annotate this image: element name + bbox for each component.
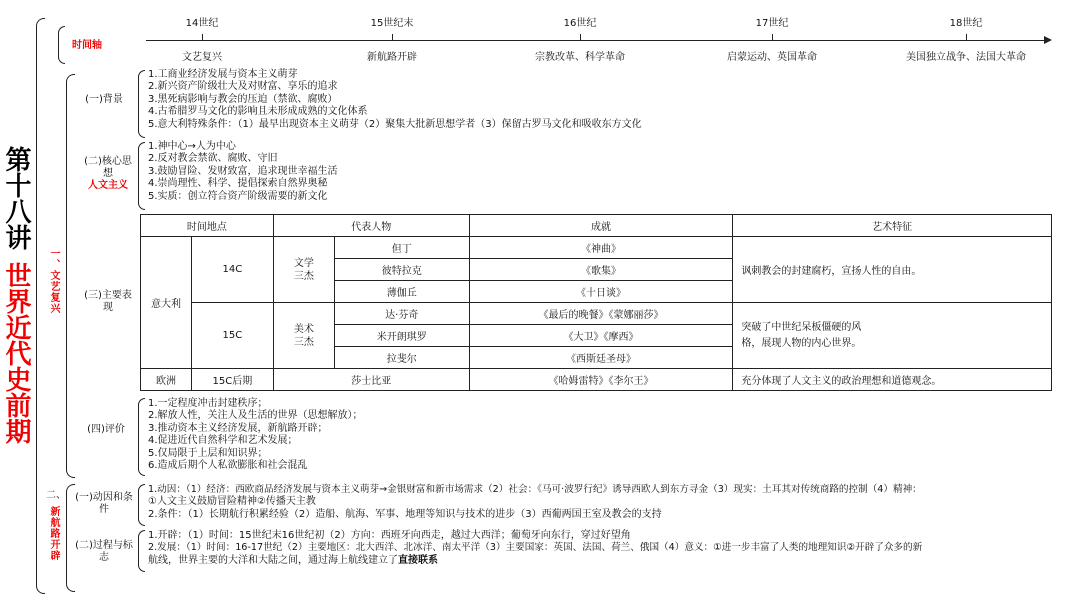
list-item: ①人文主义鼓励冒险精神②传播天主教 [148,496,316,508]
feature-literature: 讽刺教会的封建腐朽，宣扬人性的自由。 [733,237,1052,303]
list-item: 2.发展：（1）时间：16-17世纪（2）主要地区：北大西洋、北冰洋、南太平洋（3）主要国家：英国、法国、荷兰、俄国（4）意义：①进一步丰富了人类的地理知识②开辟了众多的新 [148,542,923,554]
person: 达·芬奇 [334,303,469,325]
evaluation-list [148,398,363,472]
century-15c: 15C [191,303,273,369]
timeline-event: 启蒙运动、英国革命 [727,52,817,63]
timeline-event: 新航路开辟 [367,52,417,63]
list-item: 4.古希腊罗马文化的影响且未形成成熟的文化体系 [148,106,368,118]
performance-label: (三)主要表现 [84,290,132,313]
lecture-title: 世界近代史前期 [1,262,31,444]
list-item: 航线，世界主要的大洋和大陆之间，通过海上航线建立了直接联系 [148,554,438,566]
table-header: 艺术特征 [733,215,1052,237]
timeline-tick [772,34,773,40]
process-list [148,530,922,567]
table-header: 代表人物 [273,215,469,237]
century-14c: 14C [191,237,273,303]
core-list [148,141,338,203]
list-item: 1.动因：（1）经济：西欧商品经济发展与资本主义萌芽→金银财富和新市场需求（2）社会：《马可·波罗行纪》诱导西欧人到东方寻金（3）现实：土耳其对传统商路的控制（4）精神： [148,484,922,495]
list-item: 4.促进近代自然科学和艺术发展； [148,435,298,447]
list-item: 2.解放人性，关注人及生活的世界（思想解放）； [148,410,363,422]
list-item: 2.条件：（1）长期航行积累经验（2）造船、航海、军事、地理等知识与技术的进步（3）西葡两国王室及教会的支持 [148,508,662,520]
list-item: 1.神中心→人为中心 [148,141,236,152]
timeline-tick [392,34,393,40]
list-item: 6.造成后期个人私欲膨胀和社会混乱 [148,460,308,472]
motive-list [148,484,922,521]
table-row [141,303,1052,325]
work: 《歌集》 [469,259,733,281]
lecture-number: 第十八讲 [1,146,31,250]
work: 《最后的晚餐》《蒙娜丽莎》 [469,303,733,325]
bold-text: 直接联系 [398,554,438,566]
work: 《大卫》《摩西》 [469,325,733,347]
person: 米开朗琪罗 [334,325,469,347]
list-item: 3.黑死病影响与教会的压迫（禁欲、腐败） [148,93,338,105]
core-label: (二)核心思想 [84,156,132,179]
person: 彼特拉克 [334,259,469,281]
timeline-brace [58,26,65,64]
group-art: 美术三杰 [273,303,334,369]
place-italy: 意大利 [141,237,192,369]
timeline-century: 18世纪 [949,18,983,29]
list-item: 3.推动资本主义经济发展，新航路开辟； [148,422,328,434]
part2-number: 二、 [46,490,66,501]
work: 《西斯廷圣母》 [469,347,733,369]
motive-brace [138,484,145,526]
person: 但丁 [334,237,469,259]
part1-label: 一、文艺复兴 [48,248,59,314]
feature-europe: 充分体现了人文主义的政治理想和道德观念。 [733,369,1052,391]
list-item: 1.一定程度冲击封建秩序； [148,398,268,409]
timeline-event: 文艺复兴 [182,52,222,63]
timeline-label: 时间轴 [72,40,102,51]
timeline-axis [146,40,1046,41]
century-late-15c: 15C后期 [191,369,273,391]
evaluation-brace [138,398,145,476]
list-item: 5.仅局限于上层和知识界； [148,447,268,459]
timeline-arrow-icon [1044,36,1052,44]
core-highlight: 人文主义 [88,180,128,191]
list-item: 2.新兴资产阶级壮大及对财富、享乐的追求 [148,81,338,93]
table-header: 成就 [469,215,733,237]
person: 莎士比亚 [273,369,469,391]
part2-label: 新航路开辟 [48,506,59,561]
performance-table [140,214,1052,391]
timeline-event: 美国独立战争、法国大革命 [906,52,1026,63]
place-europe: 欧洲 [141,369,192,391]
work: 《十日谈》 [469,281,733,303]
timeline-tick [580,34,581,40]
timeline-century: 14世纪 [185,18,219,29]
list-item: 3.鼓励冒险、发财致富，追求现世幸福生活 [148,165,338,177]
evaluation-label: (四)评价 [87,424,125,435]
motive-label: (一)动因和条件 [75,492,133,515]
list-item: 4.崇尚理性、科学、提倡探索自然界奥秘 [148,178,328,190]
table-header: 时间地点 [141,215,274,237]
timeline-tick [202,34,203,40]
list-item: 5.实质：创立符合资产阶级需要的新文化 [148,190,328,202]
person: 薄伽丘 [334,281,469,303]
list-item: 1.工商业经济发展与资本主义萌芽 [148,69,298,80]
timeline-century: 17世纪 [755,18,789,29]
timeline-event: 宗教改革、科学革命 [535,52,625,63]
core-brace [138,142,145,210]
table-row [141,215,1052,237]
group-literature: 文学三杰 [273,237,334,303]
list-item: 1.开辟：（1）时间：15世纪末16世纪初（2）方向：西班牙向西走，越过大西洋；葡萄牙向东行，穿过好望角 [148,530,631,541]
process-brace [138,530,145,572]
timeline-tick [966,34,967,40]
outer-brace [36,18,45,594]
table-row [141,369,1052,391]
list-item: 2.反对教会禁欲、腐败、守旧 [148,153,278,165]
work: 《神曲》 [469,237,733,259]
work: 《哈姆雷特》《李尔王》 [469,369,733,391]
background-list [148,69,642,131]
background-brace [138,70,145,138]
process-label: (二)过程与标志 [75,540,133,563]
timeline-century: 15世纪末 [370,18,414,29]
person: 拉斐尔 [334,347,469,369]
part1-brace [66,74,75,478]
timeline-century: 16世纪 [563,18,597,29]
background-label: (一)背景 [85,94,123,105]
table-row [141,237,1052,259]
feature-art: 突破了中世纪呆板僵硬的风 格，展现人物的内心世界。 [733,303,1052,369]
list-item: 5.意大利特殊条件：（1）最早出现资本主义萌芽（2）聚集大批新思想学者（3）保留古罗马文化和吸收东方文化 [148,118,642,130]
